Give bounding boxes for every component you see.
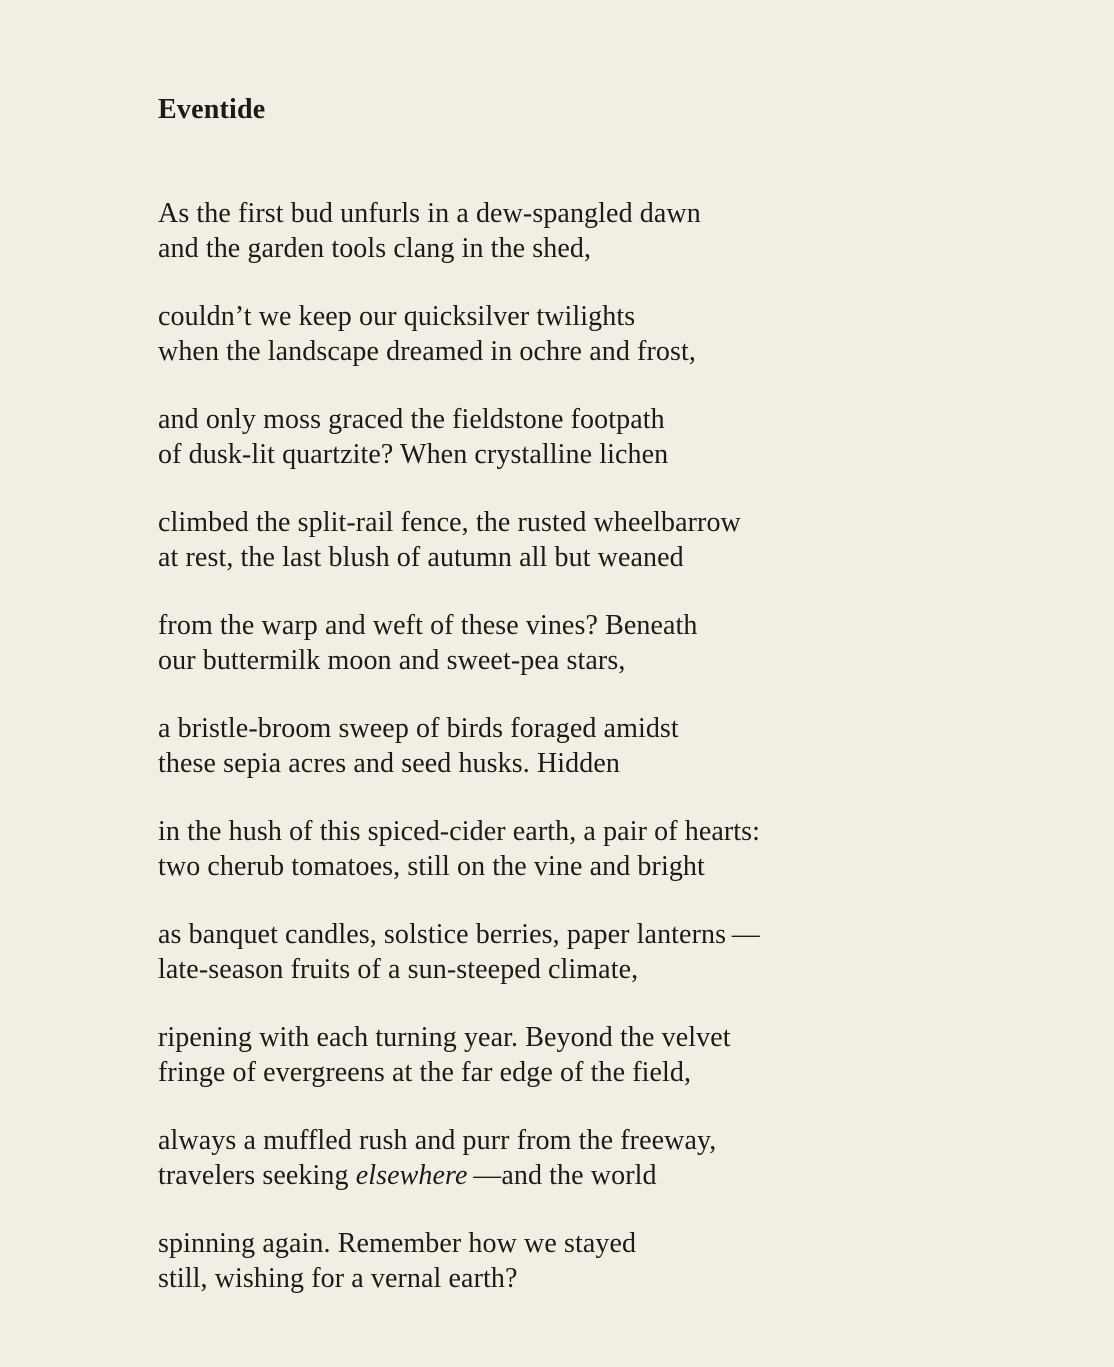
poem-line: in the hush of this spiced-cider earth, a pair of hearts: — [158, 816, 761, 847]
poem-line: still, wishing for a vernal earth? — [158, 1263, 518, 1294]
stanza-6 — [158, 711, 1014, 781]
poem-title: Eventide — [158, 94, 266, 125]
poem-line: as banquet candles, solstice berries, paper lanterns — — [158, 919, 760, 950]
poem-line-segment: travelers seeking — [158, 1160, 356, 1191]
poem-line: late-season fruits of a sun-steeped climate, — [158, 954, 639, 985]
stanza-5 — [158, 608, 1014, 678]
poem-line: ripening with each turning year. Beyond the velvet — [158, 1022, 731, 1053]
stanza-1 — [158, 196, 1014, 266]
poem-line: fringe of evergreens at the far edge of the field, — [158, 1057, 692, 1088]
stanza-2 — [158, 299, 1014, 369]
poem-line: climbed the split-rail fence, the rusted wheelbarrow — [158, 507, 741, 538]
poem-line: of dusk-lit quartzite? When crystalline lichen — [158, 439, 669, 470]
poem-line: these sepia acres and seed husks. Hidden — [158, 748, 620, 779]
poem-line-italic-word: elsewhere — [355, 1160, 468, 1191]
poem-line: spinning again. Remember how we stayed — [158, 1228, 637, 1259]
poem-line-segment: —and the world — [467, 1160, 657, 1191]
poem-line: at rest, the last blush of autumn all but weaned — [158, 542, 684, 573]
stanza-9 — [158, 1020, 1014, 1090]
poem-line: when the landscape dreamed in ochre and frost, — [158, 336, 696, 367]
stanza-7 — [158, 814, 1014, 884]
stanza-8 — [158, 917, 1014, 987]
poem-line: couldn’t we keep our quicksilver twilights — [158, 301, 636, 332]
stanza-3 — [158, 402, 1014, 472]
poem-line: always a muffled rush and purr from the freeway, — [158, 1125, 717, 1156]
poem-line: a bristle-broom sweep of birds foraged amidst — [158, 713, 679, 744]
poem-line: two cherub tomatoes, still on the vine and bright — [158, 851, 705, 882]
stanza-11 — [158, 1226, 1014, 1296]
poem-line-with-italic — [158, 1158, 1014, 1193]
stanza-4 — [158, 505, 1014, 575]
poem-line: and the garden tools clang in the shed, — [158, 233, 592, 264]
stanza-10 — [158, 1123, 1014, 1193]
poem-line: our buttermilk moon and sweet-pea stars, — [158, 645, 626, 676]
poem-line: from the warp and weft of these vines? Beneath — [158, 610, 698, 641]
poem-line: As the first bud unfurls in a dew-spangled dawn — [158, 198, 701, 229]
poem-line: and only moss graced the fieldstone footpath — [158, 404, 665, 435]
